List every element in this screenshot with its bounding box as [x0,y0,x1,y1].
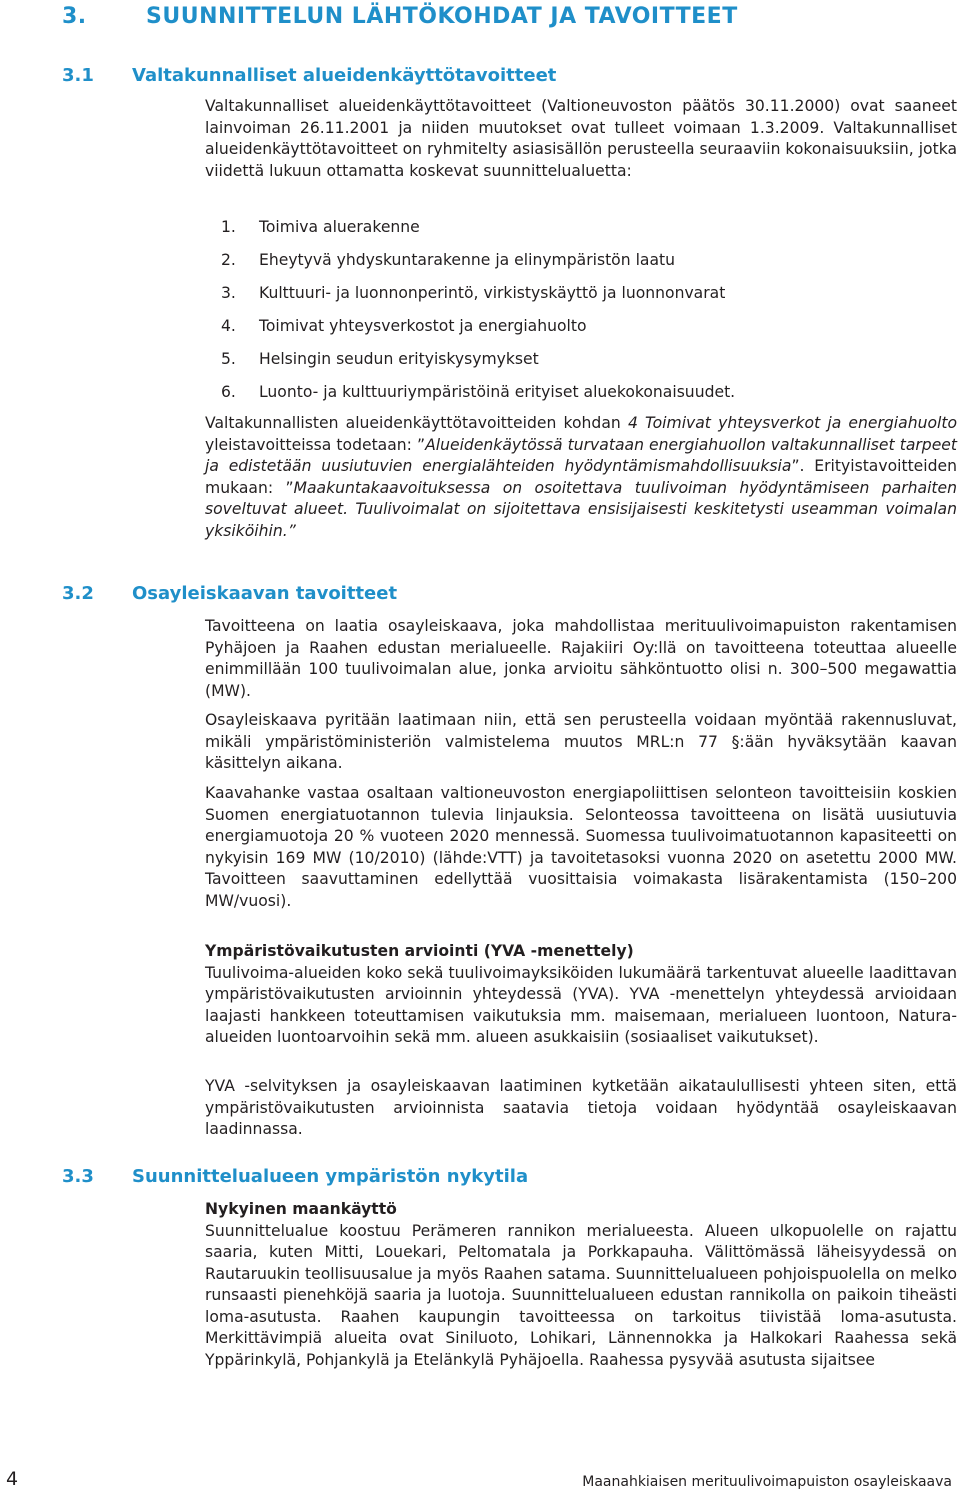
s33-paragraph [205,1199,957,1371]
section-title: Valtakunnalliset alueidenkäyttötavoitteet [132,65,557,86]
section-heading-3-3 [62,1166,942,1187]
list-item [221,213,735,246]
chapter-title: SUUNNITTELUN LÄHTÖKOHDAT JA TAVOITTEET [146,4,738,29]
list-number: 1. [221,218,236,236]
italic-quote: Alueidenkäytössä turvataan energiahuollon valtakunnalliset tarpeet ja edistetään uusiutuvien energialähteiden hyödyntämismahdollisuuksia [205,435,958,475]
section-number: 3.3 [62,1166,94,1187]
s31-energy-paragraph [205,413,957,542]
list-item [221,246,735,279]
s32-paragraph-1: Tavoitteena on laatia osayleiskaava, joka mahdollistaa merituulivoimapuiston rakentamisen Pyhäjoen ja Raahen edustan merialueelle. Rajakiiri Oy:llä on tavoitteena toteuttaa alueelle enimmillään 100 tuulivoimalan alue, jonka arvioitu sähköntuotto olisi n. 300–500 megawattia (MW). [205,617,957,700]
list-text: Helsingin seudun erityiskysymykset [259,350,539,368]
list-text: Eheytyvä yhdyskuntarakenne ja elinympäristön laatu [259,251,676,269]
list-text: Kulttuuri- ja luonnonperintö, virkistyskäyttö ja luonnonvarat [259,284,726,302]
list-number: 2. [221,251,236,269]
list-item [221,345,735,378]
list-number: 3. [221,284,236,302]
land-use-text: Suunnittelualue koostuu Perämeren rannikon merialueesta. Alueen ulkopuolelle on rajattu saaria, kuten Mitti, Louekari, Peltomatala ja Porkkapauha. Välittömässä läheisyydessä on Rautaruukin teollisuusalue ja myös Raahen satama. Suunnittelualueen pohjoispuolella on melko runsaasti pienehköjä saaria ja luotoja. Suunnittelualueen edustan rannikolla on paikoin tiheästi loma-asutusta. Raahen kaupungin tavoitteessa on tarkoitus tiivistää loma-asutusta. Merkittävimpiä alueita ovat Siniluoto, Lohikari, Lännennokka ja Halkokari Raahessa sekä Yppärinkylä, Pohjankylä ja Etelänkylä Pyhäjoella. Raahessa pysyvää asutusta sijaitsee [205,1221,957,1369]
text-run: ”. Erityistavoitteiden mukaan: ” [205,457,957,497]
list-text: Toimiva aluerakenne [259,218,420,236]
section-heading-3-2 [62,583,942,604]
italic-run: 4 Toimivat yhteysverkot ja energiahuolto [627,414,957,432]
section-title: Suunnittelualueen ympäristön nykytila [132,1166,529,1187]
yva-heading: Ympäristövaikutusten arviointi (YVA -menettely) [205,942,634,960]
goals-list [221,213,735,411]
italic-quote: Maakuntakaavoituksessa on osoitettava tuulivoiman hyödyntämiseen parhaiten soveltuvat alueet. Tuulivoimalat on sijoitettava ensisijaisesti keskitetysti useamman voimalan yksiköihin. [205,478,957,540]
section-heading-3-1 [62,65,942,86]
text-run: yleistavoitteissa todetaan: ” [205,435,426,454]
list-item [221,279,735,312]
text-run: Valtakunnallisten alueidenkäyttötavoitteiden kohdan [205,414,628,432]
list-item [221,312,735,345]
land-use-subheading: Nykyinen maankäyttö [205,1200,397,1218]
section-number: 3.1 [62,65,94,86]
list-number: 5. [221,350,236,368]
s32-yva-paragraph [205,941,957,1049]
closing-quote: ” [287,521,296,540]
list-number: 4. [221,317,236,335]
s32-paragraph-2: Osayleiskaava pyritään laatimaan niin, että sen perusteella voidaan myöntää rakennusluvat, mikäli ympäristöministeriön valmistelema muutos MRL:n 77 §:ään hyväksytään kaavan käsittelyn aikana. [205,711,957,772]
list-text: Toimivat yhteysverkostot ja energiahuolto [259,317,587,335]
list-number: 6. [221,383,236,401]
section-title: Osayleiskaavan tavoitteet [132,583,398,604]
section-number: 3.2 [62,583,94,604]
list-text: Luonto- ja kulttuuriympäristöinä erityiset aluekokonaisuudet. [259,383,736,401]
list-item [221,378,735,411]
chapter-heading [62,4,942,29]
page-number: 4 [6,1468,19,1490]
document-title-footer: Maanahkiaisen merituulivoimapuiston osayleiskaava [582,1474,952,1490]
s32-paragraph-3: Kaavahanke vastaa osaltaan valtioneuvoston energiapoliittisen selonteon tavoitteisiin koskien Suomen energiatuotannon tulevia linjauksia. Selonteossa tavoitteena on lisätä uusiutuvia energiamuotoja 20 % vuoteen 2020 mennessä. Suomessa tuulivoimatuotannon kapasiteetti on nykyisin 169 MW (10/2010) (lähde:VTT) ja tavoitetasoksi vuonna 2020 on asetettu 2000 MW. Tavoitteen saavuttaminen edellyttää vuosittaisia voimakasta lisärakentamista (150–200 MW/vuosi). [205,784,957,910]
s32-paragraph-5: YVA -selvityksen ja osayleiskaavan laatiminen kytketään aikataulullisesti yhteen siten, että ympäristövaikutusten arvioinnista saatavia tietoja voidaan hyödyntää osayleiskaavan laadinnassa. [205,1077,957,1138]
yva-text: Tuulivoima-alueiden koko sekä tuulivoimayksiköiden lukumäärä tarkentuvat alueelle laadittavan ympäristövaikutusten arvioinnin yhteydessä (YVA). YVA -menettelyn yhteydessä arvioidaan laajasti hankkeen toteuttamisen vaikutuksia mm. maisemaan, merialueen luontoon, Natura-alueiden luontoarvoihin sekä mm. alueen asukkaisiin (sosiaaliset vaikutukset). [205,963,957,1046]
s31-intro-paragraph: Valtakunnalliset alueidenkäyttötavoitteet (Valtioneuvoston päätös 30.11.2000) ovat saaneet lainvoiman 26.11.2001 ja niiden muutokset ovat tulleet voimaan 1.3.2009. Valtakunnalliset alueidenkäyttötavoitteet on ryhmitelty asiasisällön perusteella seuraaviin kokonaisuuksiin, jotka viidettä lukuun ottamatta koskevat suunnittelualuetta: [205,97,958,180]
chapter-number: 3. [62,4,87,29]
